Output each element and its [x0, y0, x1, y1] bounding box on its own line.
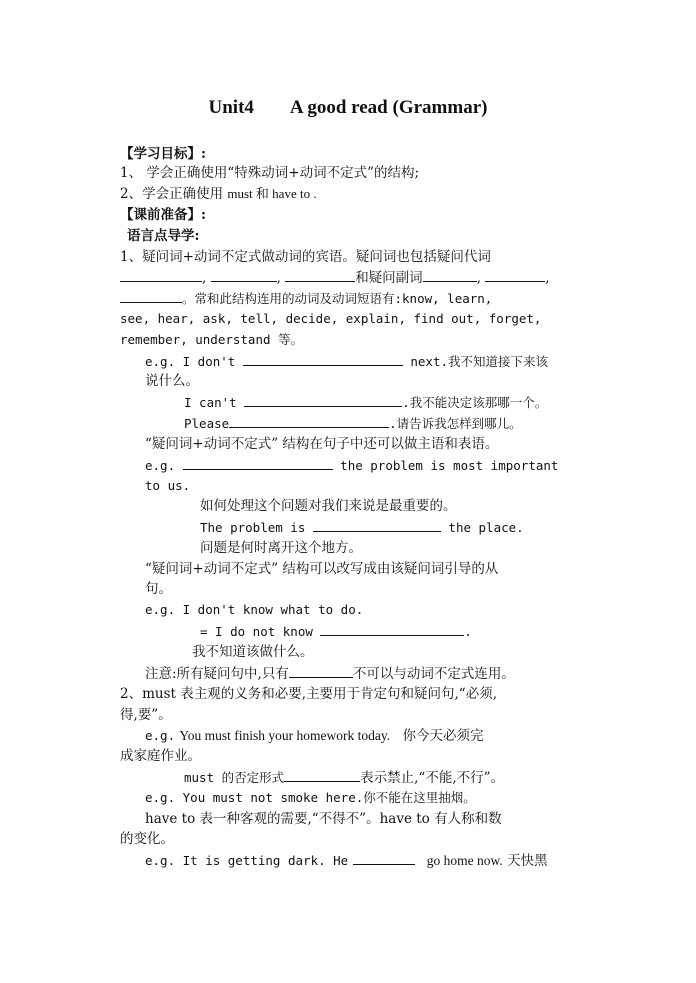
- example-text: You must finish your homework today.: [179, 728, 391, 743]
- answer-blank[interactable]: [229, 414, 389, 428]
- note-text: 表示禁止,“不能,不行”。: [360, 770, 505, 786]
- example-translation: 你不能在这里抽烟。: [363, 790, 476, 805]
- must-example: [145, 727, 483, 745]
- point1-intro: 1、疑问词+动词不定式做动词的宾语。疑问词也包括疑问代词: [120, 249, 491, 265]
- example-5: [200, 518, 524, 537]
- objective-2-modal: must 和 have to .: [227, 186, 317, 201]
- answer-blank[interactable]: [353, 851, 415, 865]
- example-1-cont: 说什么。: [145, 373, 199, 389]
- example-text: e.g.: [145, 790, 176, 805]
- answer-blank[interactable]: [120, 268, 202, 282]
- comma: ,: [202, 270, 207, 286]
- note-subject-predicative: “疑问词+动词不定式” 结构在句子中还可以做主语和表语。: [145, 436, 499, 452]
- example-text: .: [464, 624, 472, 639]
- objective-2-text: 2、学会正确使用: [120, 186, 224, 202]
- example-2: [184, 393, 547, 412]
- note-exception: [145, 664, 515, 683]
- objectives-heading: 【学习目标】:: [120, 146, 206, 162]
- answer-blank[interactable]: [485, 268, 545, 282]
- note-text: must 的否定形式: [184, 770, 285, 785]
- point1-verbs-2: see, hear, ask, tell, decide, explain, find out, forget,: [120, 311, 542, 326]
- example-translation: 天快黑: [507, 853, 548, 869]
- example-text: go home now.: [426, 853, 503, 868]
- example-text: .请告诉我怎样到哪儿。: [389, 416, 522, 431]
- answer-blank[interactable]: [211, 268, 277, 282]
- verbs-text: 。常和此结构连用的动词及动词短语有:know, learn,: [182, 291, 493, 306]
- example-text: e.g.: [145, 458, 176, 473]
- must-example-cont: 成家庭作业。: [120, 748, 201, 764]
- lesson-name: A good read (Grammar): [289, 97, 488, 118]
- page-title: [0, 97, 696, 119]
- note-text: 不可以与动词不定式连用。: [352, 666, 515, 682]
- example-text: e.g. It is getting dark. He: [145, 853, 349, 868]
- must-not-example: [145, 789, 476, 807]
- preparation-heading: 【课前准备】:: [120, 207, 206, 223]
- point2-intro-cont: 得,要”。: [120, 707, 172, 723]
- example-6: e.g. I don't know what to do.: [145, 602, 364, 617]
- example-4-cont: to us.: [145, 478, 191, 493]
- comma: ,: [276, 270, 281, 286]
- answer-blank[interactable]: [289, 664, 353, 678]
- answer-blank[interactable]: [320, 622, 464, 636]
- comma: ,: [545, 270, 550, 286]
- note-text: 注意:所有疑问句中,只有: [145, 666, 289, 682]
- example-text: I can't: [184, 395, 237, 410]
- example-text: The problem is: [200, 520, 306, 535]
- answer-blank[interactable]: [285, 268, 355, 282]
- objective-1: 1、 学会正确使用“特殊动词+动词不定式”的结构;: [120, 165, 420, 181]
- point1-verbs-line: [120, 289, 492, 308]
- must-negative: [184, 768, 504, 787]
- unit-label: Unit4: [208, 97, 254, 118]
- comma: ,: [476, 270, 481, 286]
- have-to-example: [145, 851, 548, 870]
- example-text: e.g. I don't: [145, 354, 236, 369]
- example-text: next.我不知道接下来该: [410, 354, 549, 369]
- answer-blank[interactable]: [313, 518, 441, 532]
- answer-blank[interactable]: [284, 768, 360, 782]
- example-text: = I do not know: [200, 624, 313, 639]
- interrogative-adverb-text: 和疑问副词: [355, 270, 423, 286]
- answer-blank[interactable]: [423, 268, 477, 282]
- language-points-heading: 语言点导学:: [127, 228, 200, 244]
- example-text: .我不能决定该那哪一个。: [402, 395, 548, 410]
- example-6-translation: 我不知道该做什么。: [192, 644, 314, 660]
- point1-blanks-line: [120, 268, 550, 287]
- example-4-translation: 如何处理这个问题对我们来说是最重要的。: [200, 498, 457, 514]
- example-text: e.g.: [145, 728, 176, 743]
- answer-blank[interactable]: [183, 456, 333, 470]
- answer-blank[interactable]: [243, 352, 403, 366]
- example-text: the problem is most important: [340, 458, 559, 473]
- objective-2: [120, 185, 317, 203]
- have-to-note: have to 表一种客观的需要,“不得不”。have to 有人称和数: [145, 811, 502, 827]
- example-translation: 你今天必须完: [402, 728, 484, 744]
- answer-blank[interactable]: [120, 289, 182, 303]
- note-clause-rewrite: “疑问词+动词不定式” 结构可以改写成由该疑问词引导的从: [145, 561, 499, 577]
- have-to-note-cont: 的变化。: [120, 831, 174, 847]
- example-text: Please: [184, 416, 230, 431]
- example-4: [145, 456, 558, 475]
- example-text: the place.: [448, 520, 524, 535]
- example-text: You must not smoke here.: [182, 790, 364, 805]
- example-3: [184, 414, 522, 433]
- example-5-translation: 问题是何时离开这个地方。: [200, 540, 362, 556]
- point1-verbs-3: remember, understand 等。: [120, 332, 304, 347]
- example-6-rewrite: [200, 622, 472, 641]
- example-1: [145, 352, 548, 371]
- note-clause-rewrite-cont: 句。: [145, 581, 172, 597]
- answer-blank[interactable]: [244, 393, 402, 407]
- point2-intro: 2、must 表主观的义务和必要,主要用于肯定句和疑问句,“必须,: [120, 686, 498, 702]
